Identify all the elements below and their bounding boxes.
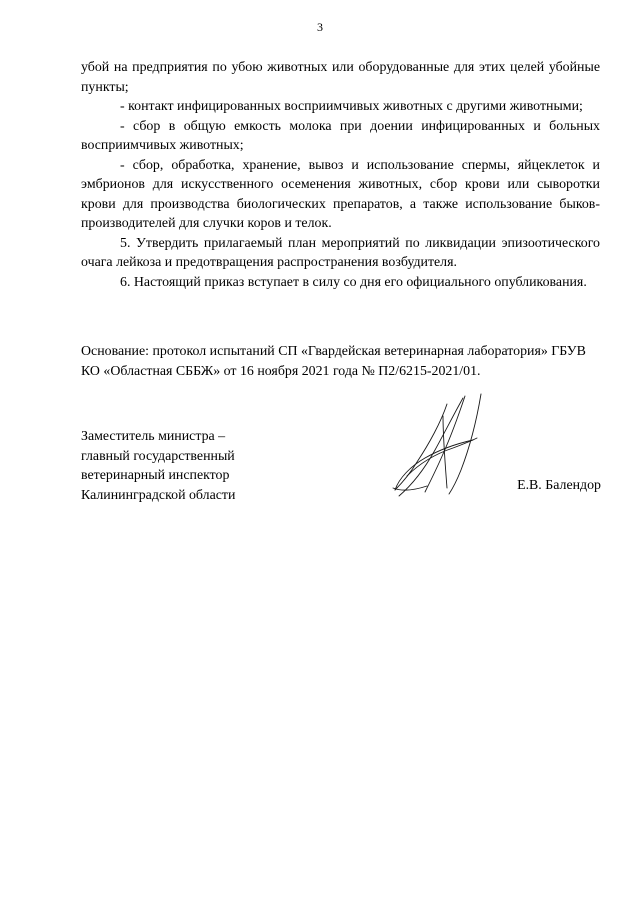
signer-name: Е.В. Балендор — [517, 478, 601, 493]
paragraph-sperm-collection: - сбор, обработка, хранение, вывоз и использование спермы, яйцеклеток и эмбрионов для искусственного осеменения животных, сбор крови или сыворотки крови для производства биологических препаратов, а также использование быков-производителей для случки коров и телок. — [81, 157, 600, 231]
basis-text: Основание: протокол испытаний СП «Гвардейская ветеринарная лаборатория» ГБУВ КО «Областная СББЖ» от 16 ноября 2021 года № П2/6215-2021/01. — [81, 344, 586, 379]
paragraph-contact: - контакт инфицированных восприимчивых животных с другими животными; — [120, 99, 583, 114]
paragraph-slaughter: убой на предприятия по убою животных или оборудованные для этих целей убойные пункты; — [81, 60, 600, 95]
handwritten-signature-icon — [385, 392, 497, 504]
signatory-title-line: Калининградской области — [81, 487, 236, 503]
signatory-title — [81, 427, 301, 505]
signatory-title-line: главный государственный — [81, 448, 235, 464]
paragraph-item-5: 5. Утвердить прилагаемый план мероприятий по ликвидации эпизоотического очага лейкоза и предотвращения распространения возбудителя. — [81, 235, 600, 270]
order-text — [81, 58, 600, 292]
paragraph-item-6: 6. Настоящий приказ вступает в силу со дня его официального опубликования. — [120, 274, 587, 290]
page-number: 3 — [317, 20, 323, 34]
paragraph-milk-collection: - сбор в общую емкость молока при доении инфицированных и больных восприимчивых животных; — [81, 118, 600, 153]
signatory-title-line: Заместитель министра – — [81, 429, 226, 444]
signatory-title-line: ветеринарный инспектор — [81, 468, 230, 483]
